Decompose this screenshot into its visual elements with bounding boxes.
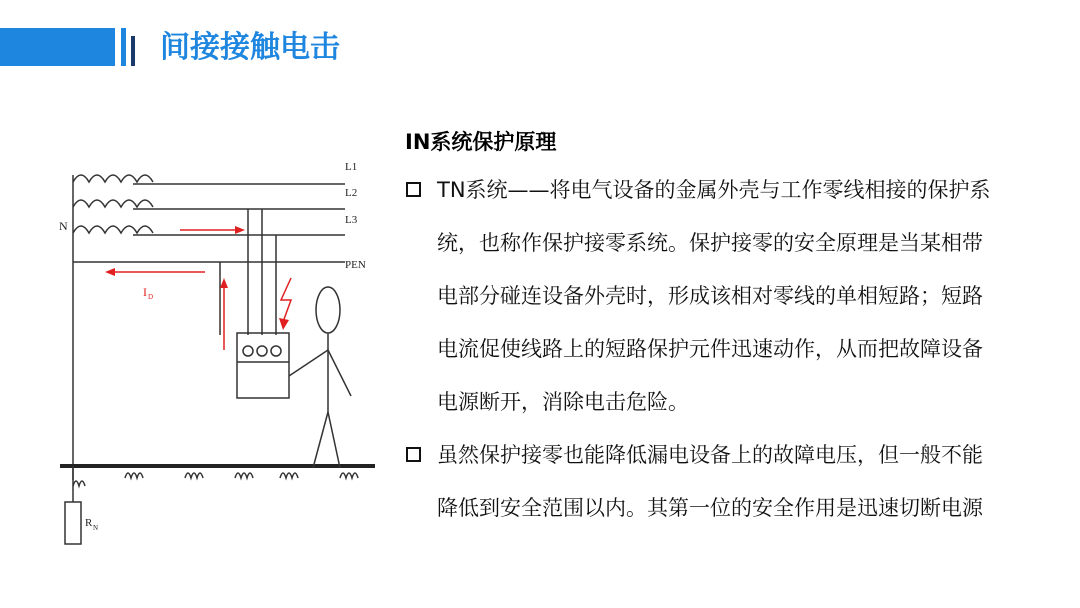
label-l1: L1 — [345, 161, 358, 173]
label-id-sub: D — [148, 293, 154, 301]
label-id: I — [143, 285, 147, 299]
label-rn: R — [85, 517, 93, 529]
bullet-line: 虽然保护接零也能降低漏电设备上的故障电压，但一般不能 — [437, 443, 983, 467]
coil-l3 — [73, 226, 153, 233]
content-panel — [405, 120, 1045, 535]
header-stripe-dark — [131, 36, 135, 66]
header-accent-bar — [0, 28, 115, 66]
bullet-text — [437, 164, 1045, 429]
section-title: IN系统保护原理 — [405, 130, 557, 154]
label-n: N — [59, 219, 68, 233]
coil-l1 — [73, 175, 153, 182]
bullet-item — [405, 429, 1045, 535]
bullet-line: 降低到安全范围以内。其第一位的安全作用是迅速切断电源 — [437, 496, 983, 520]
bullet-line: 统，也称作保护接零系统。保护接零的安全原理是当某相带 — [437, 231, 983, 255]
page-title: 间接接触电击 — [160, 30, 340, 65]
bullet-line: 电源断开，消除电击危险。 — [437, 390, 689, 414]
checkbox-bullet-icon — [406, 447, 421, 462]
header-stripe — [121, 28, 126, 66]
label-rn-sub: N — [93, 524, 99, 532]
bullet-line: 电部分碰连设备外壳时，形成该相对零线的单相短路；短路 — [437, 284, 983, 308]
label-l2: L2 — [345, 187, 358, 199]
checkbox-bullet-icon — [406, 182, 421, 197]
bullet-line: 电流促使线路上的短路保护元件迅速动作，从而把故障设备 — [437, 337, 983, 361]
bullet-line: TN系统——将电气设备的金属外壳与工作零线相接的保护系 — [437, 178, 991, 202]
bullet-text — [437, 429, 1045, 535]
label-l3: L3 — [345, 214, 358, 226]
label-pen: PEN — [345, 259, 366, 271]
tn-system-diagram — [55, 150, 385, 550]
bullet-item — [405, 164, 1045, 429]
coil-l2 — [73, 200, 153, 207]
